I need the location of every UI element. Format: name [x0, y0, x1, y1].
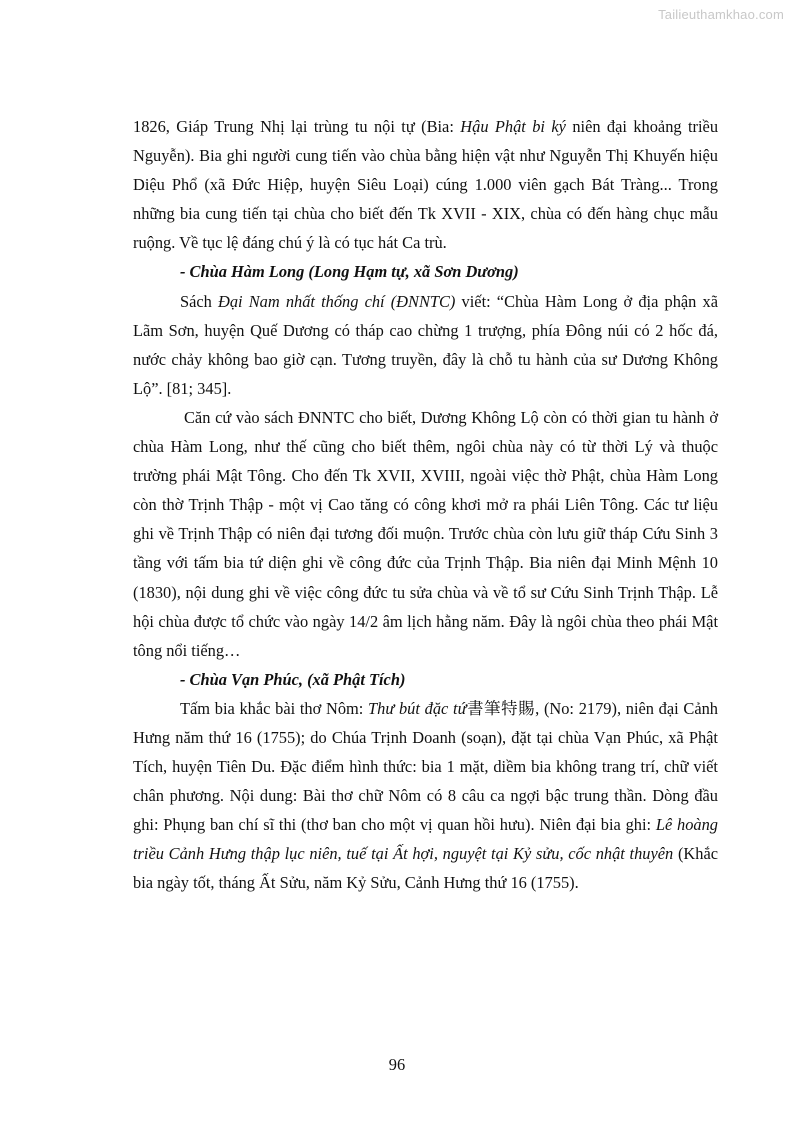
han-nom-text: 書筆特賜	[466, 698, 536, 718]
book-title: Hậu Phật bi ký	[460, 117, 566, 136]
section-heading: - Chùa Vạn Phúc, (xã Phật Tích)	[180, 669, 406, 689]
book-title: Đại Nam nhất thống chí (ĐNNTC)	[218, 291, 456, 311]
section-heading: - Chùa Hàm Long (Long Hạm tự, xã Sơn Dương)	[180, 262, 519, 282]
paragraph: Căn cứ vào sách ĐNNTC cho biết, Dương Không Lộ còn có thời gian tu hành ở chùa Hàm Long, như thế cũng cho biết thêm, ngôi chùa này có từ thời Lý và thuộc trường phái Mật Tông. Cho đến Tk XVII, XVIII, ngoài việc thờ Phật, chùa Hàm Long còn thờ Trịnh Thập - một vị Cao tăng có công khơi mở ra phái Liên Tông. Các tư liệu ghi về Trịnh Thập có niên đại tương đối muộn. Trước chùa còn lưu giữ tháp Cứu Sinh 3 tầng với tấm bia tứ diện ghi về công đức của Trịnh Thập. Bia niên đại Minh Mệnh 10 (1830), nội dung ghi về việc công đức tu sửa chùa và về tổ sư Cứu Sinh Trịnh Thập. Lễ hội chùa được tổ chức vào ngày 14/2 âm lịch hằng năm. Đây là ngôi chùa theo phái Mật tông nổi tiếng…	[133, 407, 718, 660]
book-title: Thư bút đặc tứ	[368, 698, 467, 718]
paragraph: 1826, Giáp Trung Nhị lại trùng tu nội tự (Bia: Hậu Phật bi ký niên đại khoảng triều Nguyễn). Bia ghi người cung tiến vào chùa bằng hiện vật như Nguyễn Thị Khuyến hiệu Diệu Phổ (xã Đức Hiệp, huyện Siêu Loại) cúng 1.000 viên gạch Bát Tràng... Trong những bia cung tiến tại chùa cho biết đến Tk XVII - XIX, chùa có đến hàng chục mẫu ruộng. Về tục lệ đáng chú ý là có tục hát Ca trù.	[133, 117, 719, 253]
paragraph: Sách Đại Nam nhất thống chí (ĐNNTC) viết: “Chùa Hàm Long ở địa phận xã Lãm Sơn, huyện Quế Dương có tháp cao chừng 1 trượng, phía Đông núi có 2 hốc đá, nước chảy không bao giờ cạn. Tương truyền, đây là chỗ tu hành của sư Dương Không Lộ”. [81; 345].	[133, 291, 718, 398]
page-body	[133, 112, 718, 898]
watermark: Tailieuthamkhao.com	[658, 7, 784, 22]
page-number: 96	[388, 1055, 406, 1074]
inscription-quote: Lê hoàng triều Cảnh Hưng thập lục niên, tuế tại Ất hợi, nguyệt tại Kỷ sửu, cốc nhật thuyên	[133, 815, 719, 864]
paragraph: Tấm bia khắc bài thơ Nôm: Thư bút đặc tứ書筆特賜, (No: 2179), niên đại Cảnh Hưng năm thứ 16 (1755); do Chúa Trịnh Doanh (soạn), đặt tại chùa Vạn Phúc, xã Phật Tích, huyện Tiên Du. Đặc điểm hình thức: bia 1 mặt, diềm bia không trang trí, chữ viết chân phương. Nội dung: Bài thơ chữ Nôm có 8 câu ca ngợi bậc trung thần. Dòng đầu ghi: Phụng ban chí sĩ thi (thơ ban cho một vị quan hồi hưu). Niên đại bia ghi: Lê hoàng triều Cảnh Hưng thập lục niên, tuế tại Ất hợi, nguyệt tại Kỷ sửu, cốc nhật thuyên (Khắc bia ngày tốt, tháng Ất Sửu, năm Kỷ Sửu, Cảnh Hưng thứ 16 (1755).	[133, 698, 719, 893]
